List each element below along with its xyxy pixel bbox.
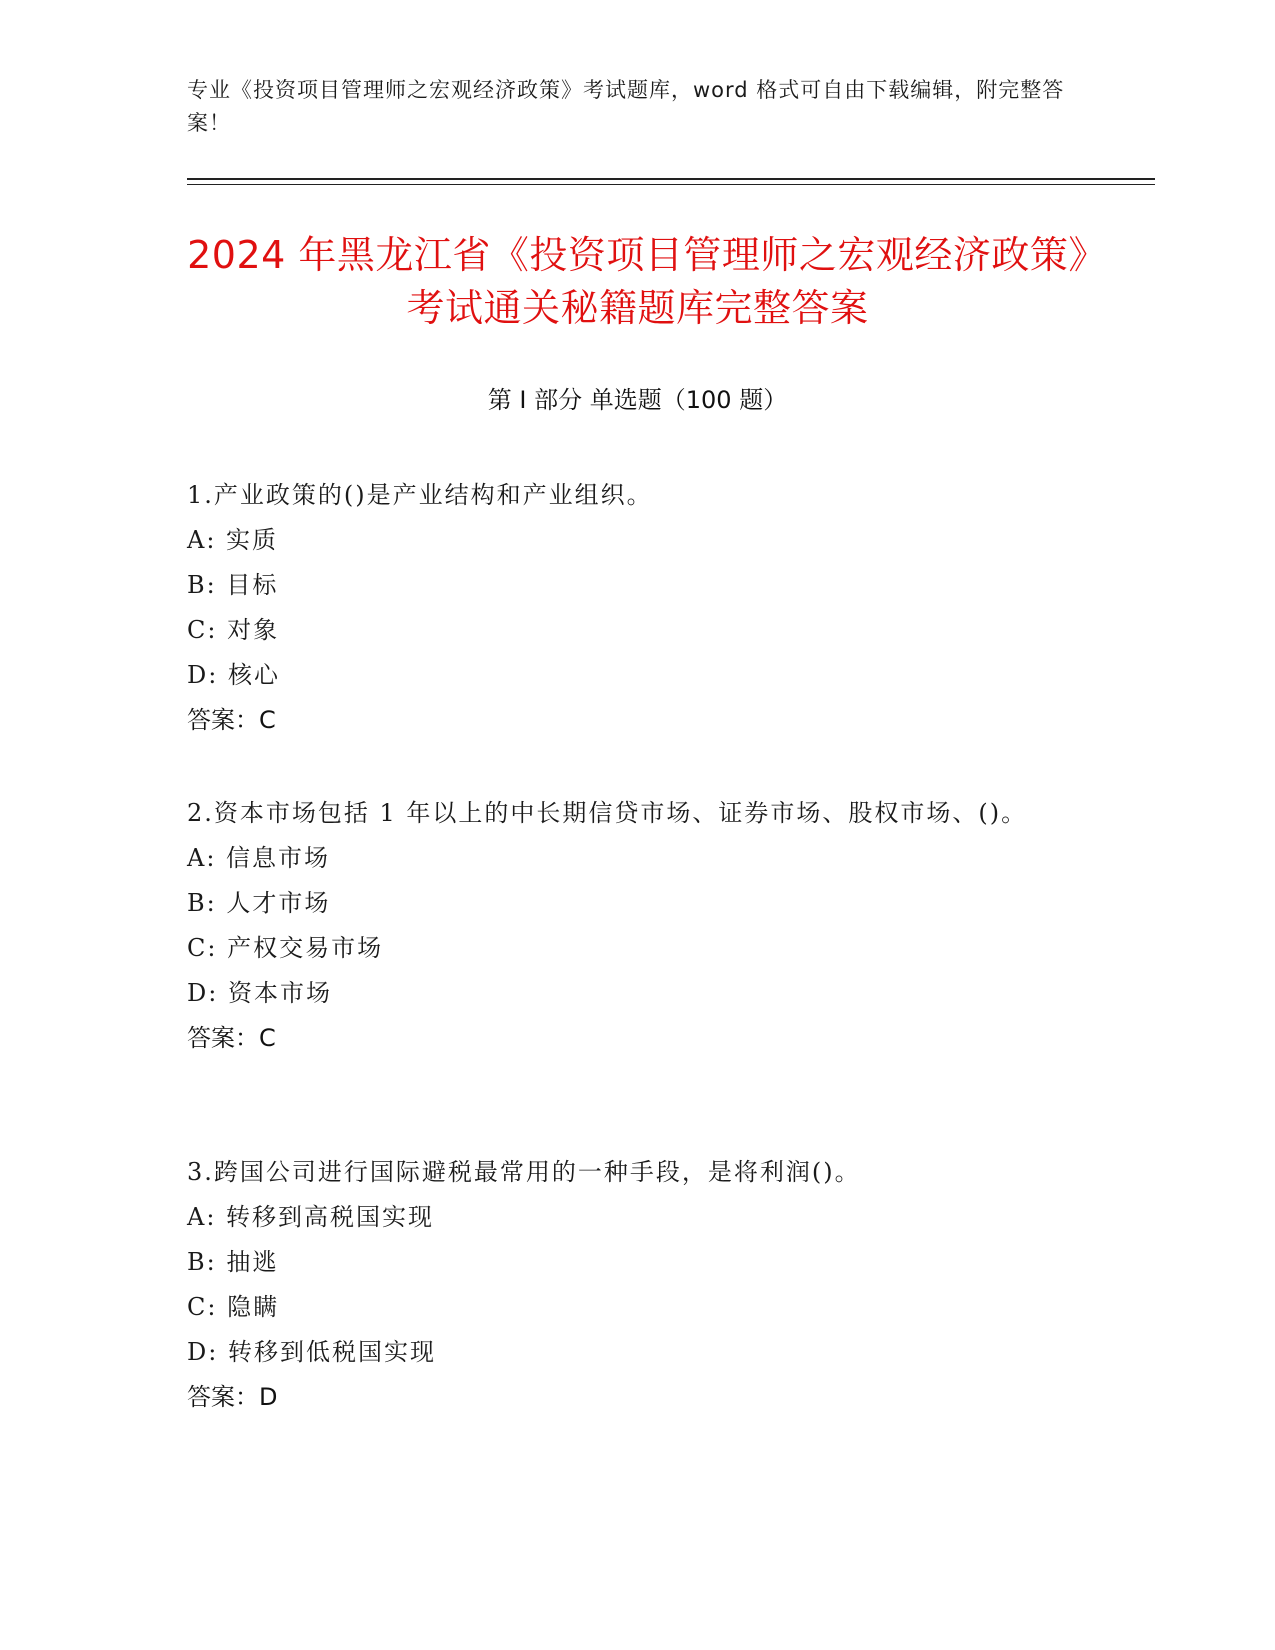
question-3 (187, 1150, 1067, 1420)
answer: 答案：D (187, 1383, 278, 1411)
option-b: B: 抽逃 (187, 1248, 279, 1276)
option-c: C: 隐瞒 (187, 1293, 280, 1321)
answer: 答案：C (187, 706, 276, 734)
intro-text: 专业《投资项目管理师之宏观经济政策》考试题库，word 格式可自由下载编辑，附完整答案！ (187, 78, 1065, 135)
option-d: D: 转移到低税国实现 (187, 1338, 436, 1366)
question-stem: 3.跨国公司进行国际避税最常用的一种手段，是将利润()。 (187, 1158, 861, 1186)
answer: 答案：C (187, 1024, 276, 1052)
document-title: 2024 年黑龙江省《投资项目管理师之宏观经济政策》考试通关秘籍题库完整答案 (187, 233, 1088, 330)
option-a: A: 转移到高税国实现 (187, 1203, 435, 1231)
option-d: D: 核心 (187, 661, 280, 689)
question-2 (187, 791, 1067, 1061)
option-d: D: 资本市场 (187, 979, 332, 1007)
header-divider-thin (187, 184, 1155, 185)
question-1 (187, 473, 1067, 743)
option-c: C: 对象 (187, 616, 280, 644)
option-a: A: 实质 (187, 526, 279, 554)
option-c: C: 产权交易市场 (187, 934, 384, 962)
section-heading: 第 I 部分 单选题（100 题） (487, 386, 788, 414)
header-divider-thick (187, 178, 1155, 180)
option-a: A: 信息市场 (187, 844, 331, 872)
question-stem: 2.资本市场包括 1 年以上的中长期信贷市场、证券市场、股权市场、()。 (187, 799, 1028, 827)
option-b: B: 目标 (187, 571, 279, 599)
option-b: B: 人才市场 (187, 889, 331, 917)
question-stem: 1.产业政策的()是产业结构和产业组织。 (187, 481, 653, 509)
